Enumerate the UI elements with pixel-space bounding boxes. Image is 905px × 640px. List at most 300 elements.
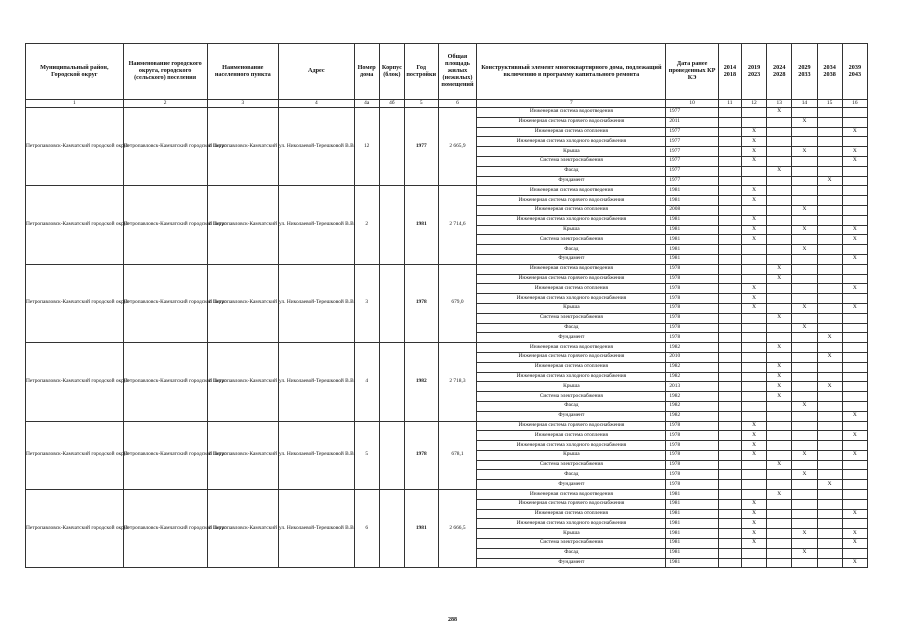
element-name-cell: Фундамент [477,411,666,421]
period-mark-cell [817,108,842,118]
period-mark-cell [741,470,766,480]
period-mark-cell [792,186,817,196]
repair-date-cell: 1978 [666,421,718,431]
repair-date-cell: 1978 [666,450,718,460]
period-mark-cell [767,548,792,558]
period-mark-cell [842,294,867,304]
period-mark-cell [817,117,842,127]
settlement-cell: Петропавловск-Камчатский городской округ [123,108,207,186]
period-mark-cell [842,499,867,509]
repair-date-cell: 1981 [666,548,718,558]
header-address: Адрес [279,44,355,100]
period-mark-cell [817,166,842,176]
element-name-cell: Инженерная система горячего водоснабжения [477,499,666,509]
period-mark-cell: X [817,333,842,343]
period-mark-cell: X [792,529,817,539]
locality-cell: г. Петропавловск-Камчатский [207,421,278,490]
column-number-row [26,100,868,108]
period-mark-cell [817,294,842,304]
repair-date-cell: 1981 [666,539,718,549]
column-number: 6 [438,100,477,108]
period-mark-cell [792,313,817,323]
period-mark-cell [718,499,741,509]
period-mark-cell [842,333,867,343]
period-mark-cell [792,137,817,147]
municipality-cell: Петропавловск-Камчатский городской округ [26,264,124,342]
period-mark-cell [718,431,741,441]
period-mark-cell [842,137,867,147]
element-name-cell: Инженерная система горячего водоснабжения [477,274,666,284]
period-mark-cell: X [792,450,817,460]
period-mark-cell [741,313,766,323]
period-mark-cell [741,245,766,255]
period-mark-cell: X [741,215,766,225]
period-mark-cell [817,215,842,225]
element-name-cell: Инженерная система холодного водоснабжения [477,441,666,451]
period-mark-cell [842,352,867,362]
element-name-cell: Инженерная система водоотведения [477,490,666,500]
element-name-cell: Фасад [477,166,666,176]
period-mark-cell [817,529,842,539]
element-name-cell: Инженерная система горячего водоснабжения [477,196,666,206]
period-mark-cell [792,480,817,490]
period-mark-cell [817,343,842,353]
period-mark-cell [842,205,867,215]
table-row [26,108,868,118]
period-mark-cell: X [741,441,766,451]
header-settlement: Наименование городского округа, городского (сельского) поселения [123,44,207,100]
period-mark-cell [817,147,842,157]
period-mark-cell [792,127,817,137]
period-mark-cell [741,490,766,500]
period-mark-cell [741,166,766,176]
period-mark-cell: X [767,274,792,284]
element-name-cell: Инженерная система холодного водоснабжения [477,519,666,529]
table-row [26,421,868,431]
period-mark-cell [842,343,867,353]
period-mark-cell [767,245,792,255]
repair-date-cell: 1978 [666,431,718,441]
repair-date-cell: 1977 [666,176,718,186]
element-name-cell: Инженерная система водоотведения [477,186,666,196]
repair-date-cell: 1978 [666,323,718,333]
repair-date-cell: 2011 [666,117,718,127]
period-mark-cell: X [767,264,792,274]
period-mark-cell [792,539,817,549]
period-mark-cell [741,274,766,284]
period-mark-cell [842,117,867,127]
period-mark-cell: X [741,431,766,441]
year-built-cell: 1981 [404,186,438,264]
period-mark-cell: X [842,431,867,441]
element-name-cell: Инженерная система горячего водоснабжения [477,117,666,127]
period-mark-cell [842,264,867,274]
repair-program-table [25,43,868,568]
period-mark-cell [817,156,842,166]
column-number: 10 [666,100,718,108]
header-locality: Наименование населенного пункта [207,44,278,100]
period-mark-cell [767,303,792,313]
repair-date-cell: 1981 [666,519,718,529]
repair-date-cell: 1981 [666,529,718,539]
period-mark-cell [718,254,741,264]
period-mark-cell [842,480,867,490]
period-mark-cell [817,303,842,313]
period-mark-cell [767,441,792,451]
period-mark-cell [817,558,842,568]
period-mark-cell [792,352,817,362]
period-mark-cell: X [792,548,817,558]
repair-date-cell: 1977 [666,127,718,137]
period-mark-cell [718,313,741,323]
header-period-2034: 2034 2038 [817,44,842,100]
period-mark-cell: X [817,352,842,362]
table-row [26,186,868,196]
house-number-cell: 6 [354,490,379,568]
period-mark-cell [741,401,766,411]
period-mark-cell [718,284,741,294]
year-built-cell: 1982 [404,343,438,421]
period-mark-cell [817,245,842,255]
period-mark-cell [718,460,741,470]
repair-date-cell: 1981 [666,558,718,568]
period-mark-cell: X [842,539,867,549]
period-mark-cell [718,186,741,196]
period-mark-cell [767,147,792,157]
settlement-cell: Петропавловск-Камчатский городской округ [123,186,207,264]
period-mark-cell [792,254,817,264]
period-mark-cell: X [741,284,766,294]
period-mark-cell [842,166,867,176]
address-cell: ул. Николаевой-Терешковой В.В. [279,108,355,186]
period-mark-cell [718,441,741,451]
period-mark-cell [741,411,766,421]
period-mark-cell [817,274,842,284]
period-mark-cell [718,196,741,206]
period-mark-cell: X [842,411,867,421]
period-mark-cell [741,343,766,353]
period-mark-cell [741,382,766,392]
period-mark-cell [718,343,741,353]
period-mark-cell [817,509,842,519]
header-municipality: Муниципальный район, Городской округ [26,44,124,100]
period-mark-cell [792,441,817,451]
period-mark-cell [767,431,792,441]
period-mark-cell [817,411,842,421]
repair-date-cell: 1982 [666,392,718,402]
period-mark-cell [718,264,741,274]
period-mark-cell: X [817,382,842,392]
period-mark-cell: X [792,205,817,215]
municipality-cell: Петропавловск-Камчатский городской округ [26,186,124,264]
period-mark-cell [817,421,842,431]
period-mark-cell [817,225,842,235]
period-mark-cell: X [792,245,817,255]
period-mark-cell [718,235,741,245]
period-mark-cell [767,225,792,235]
period-mark-cell [741,480,766,490]
block-cell [379,490,404,568]
element-name-cell: Фасад [477,245,666,255]
period-mark-cell [842,421,867,431]
period-mark-cell [767,284,792,294]
header-period-2019: 2019 2023 [741,44,766,100]
repair-date-cell: 1978 [666,294,718,304]
block-cell [379,264,404,342]
period-mark-cell [718,450,741,460]
element-name-cell: Крыша [477,225,666,235]
period-mark-cell: X [792,470,817,480]
period-mark-cell [817,127,842,137]
period-mark-cell [718,470,741,480]
period-mark-cell [718,225,741,235]
period-mark-cell [792,431,817,441]
period-mark-cell [817,519,842,529]
period-mark-cell [767,421,792,431]
element-name-cell: Инженерная система отопления [477,284,666,294]
period-mark-cell [718,382,741,392]
period-mark-cell [741,254,766,264]
period-mark-cell [817,137,842,147]
period-mark-cell [767,323,792,333]
repair-date-cell: 1982 [666,372,718,382]
period-mark-cell [792,382,817,392]
repair-date-cell: 1981 [666,186,718,196]
repair-date-cell: 1977 [666,108,718,118]
period-mark-cell [767,333,792,343]
element-name-cell: Инженерная система водоотведения [477,264,666,274]
period-mark-cell [792,509,817,519]
element-name-cell: Инженерная система водоотведения [477,108,666,118]
element-name-cell: Инженерная система горячего водоснабжения [477,421,666,431]
period-mark-cell [817,362,842,372]
period-mark-cell [718,519,741,529]
period-mark-cell: X [792,225,817,235]
column-number: 15 [817,100,842,108]
address-cell: ул. Николаевой-Терешковой В.В. [279,343,355,421]
period-mark-cell [718,176,741,186]
repair-date-cell: 1978 [666,480,718,490]
period-mark-cell [792,215,817,225]
period-mark-cell [792,176,817,186]
element-name-cell: Крыша [477,303,666,313]
header-area: Общая площадь жилых (нежилых) помещений [438,44,477,100]
period-mark-cell [817,264,842,274]
area-cell: 2 666,5 [438,490,477,568]
address-cell: ул. Николаевой-Терешковой В.В. [279,490,355,568]
element-name-cell: Система электроснабжения [477,460,666,470]
period-mark-cell: X [842,284,867,294]
repair-date-cell: 1977 [666,166,718,176]
element-name-cell: Инженерная система отопления [477,362,666,372]
house-number-cell: 4 [354,343,379,421]
period-mark-cell [718,421,741,431]
element-name-cell: Инженерная система горячего водоснабжения [477,352,666,362]
period-mark-cell [767,176,792,186]
period-mark-cell [767,499,792,509]
period-mark-cell [842,382,867,392]
period-mark-cell [842,362,867,372]
repair-date-cell: 1981 [666,254,718,264]
repair-date-cell: 2013 [666,382,718,392]
period-mark-cell [792,156,817,166]
house-number-cell: 12 [354,108,379,186]
element-name-cell: Система электроснабжения [477,539,666,549]
element-name-cell: Крыша [477,529,666,539]
year-built-cell: 1978 [404,421,438,490]
element-name-cell: Фундамент [477,333,666,343]
period-mark-cell [741,372,766,382]
period-mark-cell [792,264,817,274]
period-mark-cell [767,117,792,127]
period-mark-cell: X [767,362,792,372]
period-mark-cell [718,156,741,166]
period-mark-cell [842,519,867,529]
element-name-cell: Фундамент [477,176,666,186]
period-mark-cell: X [767,490,792,500]
locality-cell: г. Петропавловск-Камчатский [207,343,278,421]
period-mark-cell [792,411,817,421]
element-name-cell: Крыша [477,450,666,460]
element-name-cell: Фундамент [477,254,666,264]
period-mark-cell [767,509,792,519]
period-mark-cell: X [767,460,792,470]
period-mark-cell [792,343,817,353]
period-mark-cell [817,284,842,294]
settlement-cell: Петропавловск-Камчатский городской округ [123,264,207,342]
period-mark-cell [718,205,741,215]
period-mark-cell [817,460,842,470]
period-mark-cell [817,392,842,402]
period-mark-cell [767,558,792,568]
period-mark-cell: X [741,509,766,519]
element-name-cell: Крыша [477,147,666,157]
period-mark-cell [792,519,817,529]
period-mark-cell [817,235,842,245]
period-mark-cell [767,352,792,362]
settlement-cell: Петропавловск-Камчатский городской округ [123,343,207,421]
table-row [26,490,868,500]
period-mark-cell [817,186,842,196]
period-mark-cell [817,470,842,480]
period-mark-cell: X [842,225,867,235]
element-name-cell: Инженерная система отопления [477,509,666,519]
period-mark-cell [718,108,741,118]
block-cell [379,343,404,421]
period-mark-cell [842,196,867,206]
period-mark-cell [817,372,842,382]
period-mark-cell [718,323,741,333]
period-mark-cell: X [767,166,792,176]
period-mark-cell: X [842,235,867,245]
period-mark-cell [817,323,842,333]
period-mark-cell [741,176,766,186]
period-mark-cell: X [767,392,792,402]
repair-date-cell: 1981 [666,499,718,509]
page-number: 288 [448,617,457,623]
element-name-cell: Фасад [477,323,666,333]
period-mark-cell: X [767,343,792,353]
period-mark-cell [718,147,741,157]
header-period-2024: 2024 2028 [767,44,792,100]
period-mark-cell [842,108,867,118]
table-body [26,108,868,568]
header-year: Год постройки [404,44,438,100]
period-mark-cell [767,254,792,264]
repair-date-cell: 1981 [666,215,718,225]
period-mark-cell [718,401,741,411]
element-name-cell: Система электроснабжения [477,156,666,166]
period-mark-cell: X [842,529,867,539]
period-mark-cell [817,313,842,323]
block-cell [379,186,404,264]
house-number-cell: 5 [354,421,379,490]
repair-date-cell: 1982 [666,411,718,421]
period-mark-cell [792,284,817,294]
period-mark-cell: X [741,225,766,235]
period-mark-cell [718,558,741,568]
period-mark-cell: X [792,401,817,411]
period-mark-cell: X [741,127,766,137]
period-mark-cell [792,294,817,304]
period-mark-cell [817,401,842,411]
period-mark-cell: X [741,235,766,245]
repair-date-cell: 1977 [666,147,718,157]
period-mark-cell: X [741,186,766,196]
column-number: 3 [207,100,278,108]
period-mark-cell [767,401,792,411]
period-mark-cell: X [842,558,867,568]
period-mark-cell: X [741,519,766,529]
column-number: 12 [741,100,766,108]
period-mark-cell [718,352,741,362]
period-mark-cell [842,470,867,480]
period-mark-cell [718,539,741,549]
area-cell: 2 718,3 [438,343,477,421]
header-block: Корпус (блок) [379,44,404,100]
repair-date-cell: 1978 [666,284,718,294]
column-number: 4б [379,100,404,108]
header-period-2029: 2029 2033 [792,44,817,100]
period-mark-cell [718,529,741,539]
header-row [26,44,868,100]
period-mark-cell: X [842,127,867,137]
period-mark-cell [767,480,792,490]
period-mark-cell [842,215,867,225]
element-name-cell: Инженерная система холодного водоснабжения [477,372,666,382]
element-name-cell: Фасад [477,401,666,411]
repair-date-cell: 1978 [666,313,718,323]
period-mark-cell: X [741,421,766,431]
period-mark-cell: X [741,529,766,539]
repair-date-cell: 1978 [666,274,718,284]
repair-date-cell: 1978 [666,470,718,480]
period-mark-cell [842,176,867,186]
area-cell: 2 665,9 [438,108,477,186]
repair-date-cell: 1981 [666,490,718,500]
element-name-cell: Фундамент [477,480,666,490]
period-mark-cell: X [741,499,766,509]
address-cell: ул. Николаевой-Терешковой В.В. [279,186,355,264]
repair-date-cell: 1978 [666,460,718,470]
period-mark-cell [718,509,741,519]
period-mark-cell [842,441,867,451]
period-mark-cell [792,499,817,509]
period-mark-cell [718,137,741,147]
period-mark-cell [842,372,867,382]
year-built-cell: 1981 [404,490,438,568]
area-cell: 2 714,6 [438,186,477,264]
